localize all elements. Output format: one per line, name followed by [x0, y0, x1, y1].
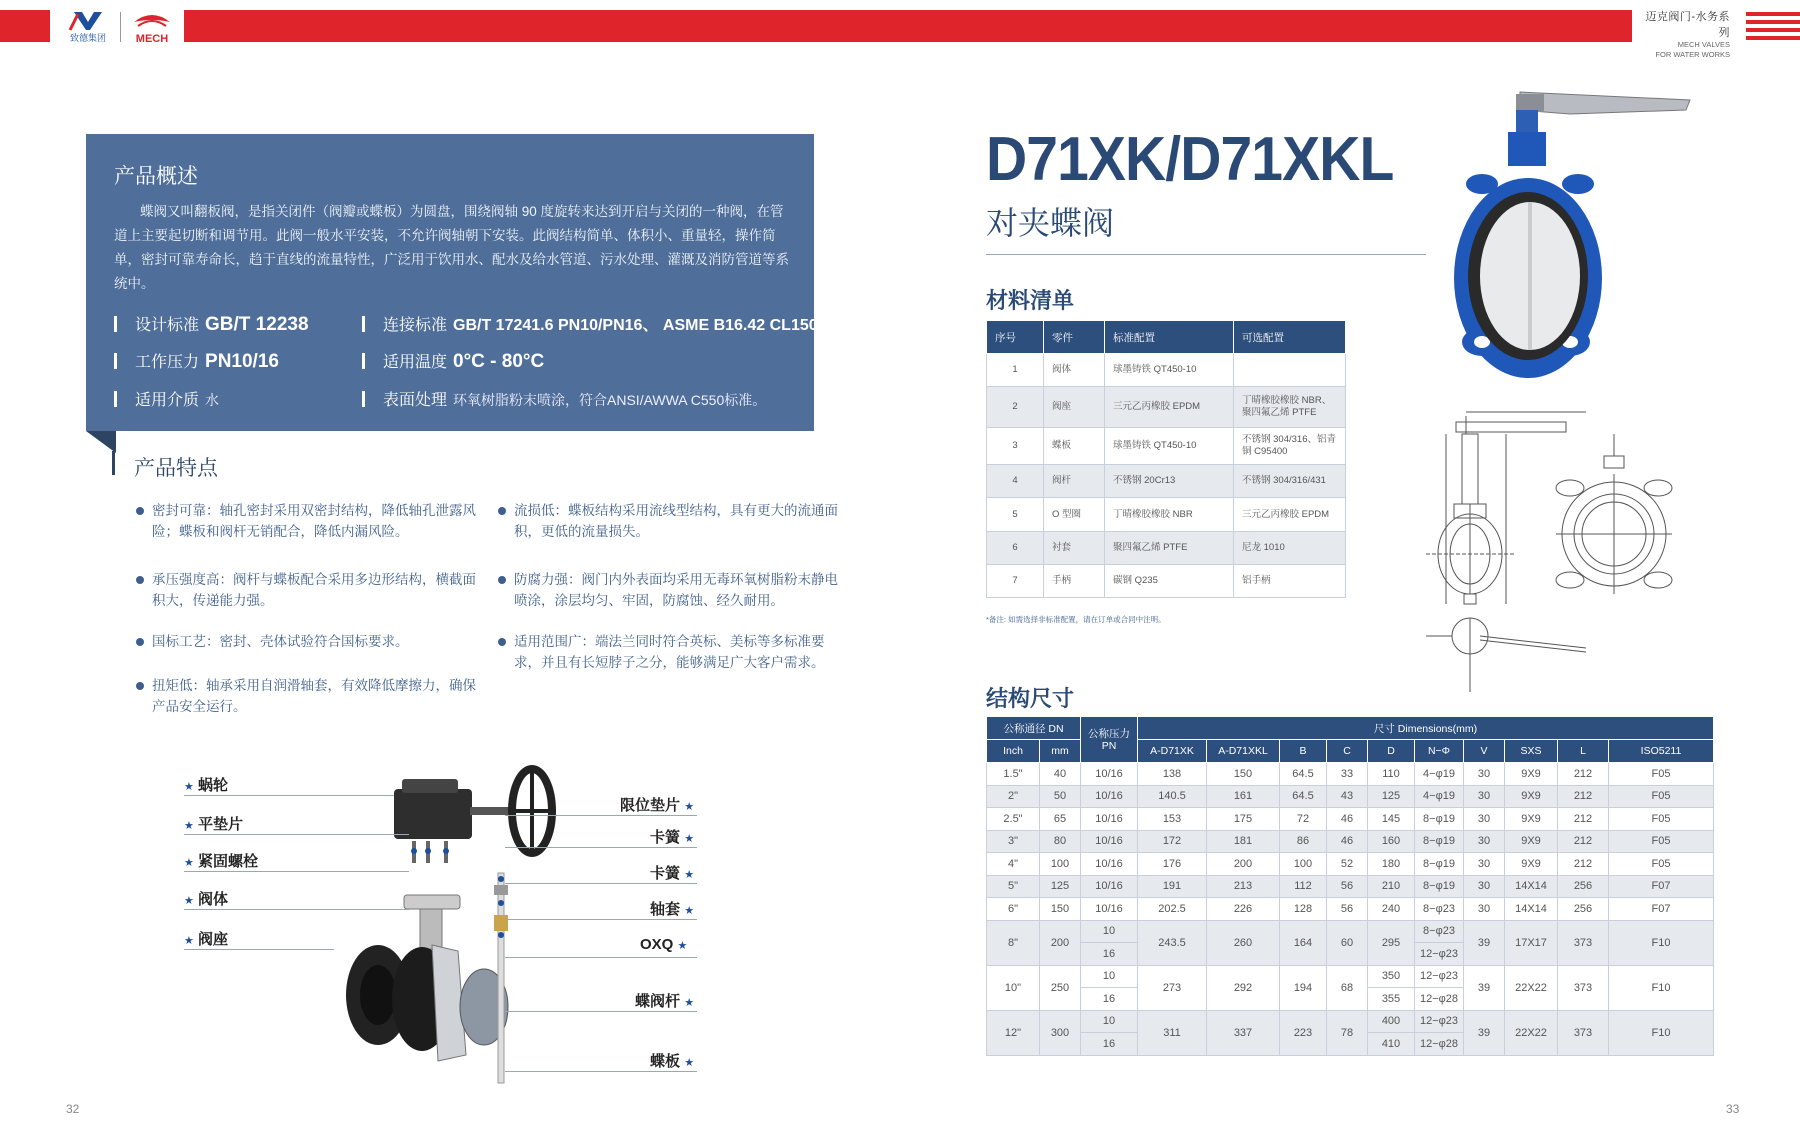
table-cell: 212: [1558, 853, 1609, 876]
table-cell: 30: [1464, 853, 1505, 876]
table-cell: 12−φ23: [1415, 943, 1464, 966]
table-cell: 176: [1138, 853, 1207, 876]
table-row: [987, 920, 1714, 943]
table-cell: 273: [1138, 965, 1207, 1010]
table-cell: 311: [1138, 1010, 1207, 1055]
table-cell: 256: [1558, 898, 1609, 921]
table-cell: 295: [1368, 920, 1415, 965]
feature-item: 流损低：蝶板结构采用流线型结构，具有更大的流通面积，更低的流量损失。: [514, 500, 844, 542]
spec-surface-treatment: 表面处理 环氧树脂粉末喷涂，符合ANSI/AWWA C550标准。: [362, 387, 766, 410]
dimensions-header-cell: D: [1368, 740, 1415, 763]
table-cell: 9X9: [1505, 853, 1558, 876]
table-cell: 10: [1081, 920, 1138, 943]
table-cell: 聚四氟乙烯 PTFE: [1105, 532, 1234, 565]
table-cell: 9X9: [1505, 785, 1558, 808]
dimensions-header-cell: B: [1280, 740, 1327, 763]
table-cell: 12−φ23: [1415, 1010, 1464, 1033]
table-row: [987, 387, 1346, 428]
table-cell: 10: [1081, 1010, 1138, 1033]
mech-logo: [126, 8, 178, 46]
table-cell: 8−φ23: [1415, 898, 1464, 921]
part-label-body: ★ 阀体: [184, 891, 229, 908]
table-cell: 150: [1040, 898, 1081, 921]
table-cell: 10/16: [1081, 875, 1138, 898]
table-cell: 2: [987, 387, 1044, 428]
table-cell: 17X17: [1505, 920, 1558, 965]
spec-medium: 适用介质 水: [114, 387, 219, 410]
table-cell: 200: [1040, 920, 1081, 965]
part-label-limit-washer: 限位垫片 ★: [620, 797, 695, 814]
table-cell: 100: [1040, 853, 1081, 876]
table-cell: 球墨铸铁 QT450-10: [1105, 428, 1234, 465]
spec-working-pressure: 工作压力 PN10/16: [114, 349, 279, 373]
part-leader-line: [184, 834, 409, 835]
dimensions-table: [986, 716, 1714, 1056]
table-cell: 212: [1558, 808, 1609, 831]
part-leader-line: [184, 795, 394, 796]
table-cell: 阀座: [1044, 387, 1105, 428]
table-cell: 40: [1040, 763, 1081, 786]
table-cell: F05: [1609, 853, 1714, 876]
part-label-stem: 蝶阀杆 ★: [635, 993, 695, 1010]
table-cell: 56: [1327, 898, 1368, 921]
table-cell: 140.5: [1138, 785, 1207, 808]
table-cell: 尼龙 1010: [1234, 532, 1346, 565]
table-cell: F10: [1609, 1010, 1714, 1055]
dimensions-body: [987, 763, 1714, 1056]
table-cell: 243.5: [1138, 920, 1207, 965]
table-cell: 39: [1464, 920, 1505, 965]
features-title: 产品特点: [134, 457, 218, 480]
dimensions-header-cell: A-D71XK: [1138, 740, 1207, 763]
dimensions-header-cell: L: [1558, 740, 1609, 763]
table-cell: 212: [1558, 785, 1609, 808]
table-cell: 138: [1138, 763, 1207, 786]
overview-box: [86, 134, 818, 431]
table-cell: 350: [1368, 965, 1415, 988]
table-cell: 30: [1464, 875, 1505, 898]
dimensions-header-row: [987, 717, 1714, 740]
materials-header-cell: 零件: [1044, 321, 1105, 354]
table-cell: 不锈钢 304/316、铝青铜 C95400: [1234, 428, 1346, 465]
part-label-flat-washer: ★ 平垫片: [184, 816, 244, 833]
table-cell: 50: [1040, 785, 1081, 808]
table-cell: 373: [1558, 920, 1609, 965]
materials-header-cell: 可选配置: [1234, 321, 1346, 354]
table-cell: 10/16: [1081, 808, 1138, 831]
table-cell: 1: [987, 354, 1044, 387]
spec-temperature: 适用温度 0°C - 80°C: [362, 349, 544, 373]
table-cell: 256: [1558, 875, 1609, 898]
part-leader-line: [184, 871, 409, 872]
table-row: [987, 785, 1714, 808]
table-cell: 10": [987, 965, 1040, 1010]
table-cell: 200: [1207, 853, 1280, 876]
spec-design-standard: 设计标准 GB/T 12238: [114, 312, 309, 336]
table-cell: 128: [1280, 898, 1327, 921]
table-cell: 8−φ19: [1415, 808, 1464, 831]
table-cell: F10: [1609, 920, 1714, 965]
table-cell: 30: [1464, 898, 1505, 921]
table-cell: 10/16: [1081, 830, 1138, 853]
table-cell: 191: [1138, 875, 1207, 898]
table-cell: 240: [1368, 898, 1415, 921]
part-label-bolt: ★ 紧固螺栓: [184, 853, 259, 870]
feature-item: 适用范围广：端法兰同时符合英标、美标等多标准要求，并且有长短脖子之分，能够满足广大客户需求。: [514, 631, 844, 673]
table-cell: 125: [1040, 875, 1081, 898]
table-cell: 6: [987, 532, 1044, 565]
table-cell: F05: [1609, 808, 1714, 831]
materials-header-cell: 序号: [987, 321, 1044, 354]
table-cell: 150: [1207, 763, 1280, 786]
title-rule: [986, 254, 1426, 255]
brand-series-cn: 迈克阀门-水务系列: [1645, 11, 1730, 39]
table-cell: 9X9: [1505, 808, 1558, 831]
table-row: [987, 1010, 1714, 1033]
table-cell: 10: [1081, 965, 1138, 988]
table-cell: 8": [987, 920, 1040, 965]
table-cell: 86: [1280, 830, 1327, 853]
table-cell: 10/16: [1081, 763, 1138, 786]
table-cell: 164: [1280, 920, 1327, 965]
table-cell: 46: [1327, 830, 1368, 853]
table-cell: 112: [1280, 875, 1327, 898]
feature-item: 密封可靠：轴孔密封采用双密封结构，降低轴孔泄露风险；蝶板和阀杆无销配合，降低内漏风险。: [152, 500, 482, 542]
table-row: [987, 808, 1714, 831]
table-cell: 212: [1558, 763, 1609, 786]
table-cell: 373: [1558, 1010, 1609, 1055]
table-cell: 5": [987, 875, 1040, 898]
dimensions-header-cell: 公称压力 PN: [1081, 717, 1138, 763]
table-cell: 213: [1207, 875, 1280, 898]
table-cell: 9X9: [1505, 763, 1558, 786]
table-cell: 30: [1464, 808, 1505, 831]
table-cell: 250: [1040, 965, 1081, 1010]
mech-logo-icon: [126, 8, 178, 46]
dimensions-header-cell: 公称通径 DN: [987, 717, 1081, 740]
table-row: [987, 532, 1346, 565]
dimensions-header-cell: Inch: [987, 740, 1040, 763]
part-leader-line: [184, 909, 409, 910]
product-name: 对夹蝶阀: [986, 205, 1115, 241]
table-cell: 223: [1280, 1010, 1327, 1055]
table-cell: 212: [1558, 830, 1609, 853]
feature-item: 防腐力强：阀门内外表面均采用无毒环氧树脂粉末静电喷涂，涂层均匀、牢固，防腐蚀、经久耐用。: [514, 569, 844, 611]
table-cell: 阀杆: [1044, 465, 1105, 498]
table-cell: 172: [1138, 830, 1207, 853]
dimensions-header-cell: C: [1327, 740, 1368, 763]
table-cell: 球墨铸铁 QT450-10: [1105, 354, 1234, 387]
table-cell: 125: [1368, 785, 1415, 808]
table-row: [987, 898, 1714, 921]
table-cell: 铝手柄: [1234, 565, 1346, 598]
table-cell: 6": [987, 898, 1040, 921]
table-cell: 5: [987, 498, 1044, 532]
table-cell: 56: [1327, 875, 1368, 898]
part-leader-line: [505, 919, 697, 920]
svg-text:MECH: MECH: [135, 33, 169, 45]
table-cell: 72: [1280, 808, 1327, 831]
dimensions-header-cell: 尺寸 Dimensions(mm): [1138, 717, 1714, 740]
table-cell: 4: [987, 465, 1044, 498]
table-cell: 手柄: [1044, 565, 1105, 598]
brand-series: [1638, 8, 1730, 60]
table-cell: 78: [1327, 1010, 1368, 1055]
table-cell: 8−φ19: [1415, 830, 1464, 853]
table-cell: 410: [1368, 1033, 1415, 1056]
table-cell: 4−φ19: [1415, 785, 1464, 808]
exploded-valve-illustration: [320, 755, 580, 1085]
logo-divider: [120, 12, 121, 42]
page-number-right: 33: [1726, 1102, 1740, 1116]
dimensions-header-cell: A-D71XKL: [1207, 740, 1280, 763]
part-leader-line: [505, 1071, 697, 1072]
table-cell: 30: [1464, 830, 1505, 853]
table-cell: 292: [1207, 965, 1280, 1010]
table-cell: 145: [1368, 808, 1415, 831]
table-cell: 16: [1081, 1033, 1138, 1056]
table-cell: 2.5": [987, 808, 1040, 831]
table-cell: 60: [1327, 920, 1368, 965]
table-cell: 衬套: [1044, 532, 1105, 565]
part-leader-line: [505, 815, 697, 816]
table-cell: 100: [1280, 853, 1327, 876]
table-cell: 180: [1368, 853, 1415, 876]
table-cell: 52: [1327, 853, 1368, 876]
dimensions-header-cell: N−Φ: [1415, 740, 1464, 763]
table-cell: 2": [987, 785, 1040, 808]
table-row: [987, 354, 1346, 387]
table-cell: 10/16: [1081, 853, 1138, 876]
product-code: D71XK/D71XKL: [986, 125, 1394, 194]
table-cell: 12−φ28: [1415, 988, 1464, 1011]
table-cell: 3: [987, 428, 1044, 465]
table-row: [987, 830, 1714, 853]
table-cell: 16: [1081, 988, 1138, 1011]
table-cell: 33: [1327, 763, 1368, 786]
table-cell: 210: [1368, 875, 1415, 898]
brand-series-en1: MECH VALVES: [1677, 40, 1730, 49]
table-cell: 153: [1138, 808, 1207, 831]
table-cell: 80: [1040, 830, 1081, 853]
table-cell: 9X9: [1505, 830, 1558, 853]
table-cell: 14X14: [1505, 875, 1558, 898]
table-cell: 43: [1327, 785, 1368, 808]
table-cell: 4": [987, 853, 1040, 876]
table-row: [987, 465, 1346, 498]
table-cell: 丁晴橡胶橡胶 NBR、聚四氟乙烯 PTFE: [1234, 387, 1346, 428]
table-cell: 8−φ19: [1415, 853, 1464, 876]
table-cell: 260: [1207, 920, 1280, 965]
feature-item: 扭矩低：轴承采用自润滑轴套，有效降低摩擦力，确保产品安全运行。: [152, 675, 482, 717]
table-cell: 300: [1040, 1010, 1081, 1055]
table-row: [987, 965, 1714, 988]
part-leader-line: [505, 847, 697, 848]
table-cell: F07: [1609, 898, 1714, 921]
feature-item: 国标工艺：密封、壳体试验符合国标要求。: [152, 631, 482, 652]
table-cell: 22X22: [1505, 965, 1558, 1010]
table-cell: 三元乙丙橡胶 EPDM: [1234, 498, 1346, 532]
table-cell: 202.5: [1138, 898, 1207, 921]
table-cell: 8−φ19: [1415, 875, 1464, 898]
table-row: [987, 875, 1714, 898]
table-row: [987, 498, 1346, 532]
table-cell: 8−φ23: [1415, 920, 1464, 943]
table-cell: 110: [1368, 763, 1415, 786]
meide-logo-icon: [60, 8, 116, 46]
table-cell: 不锈钢 20Cr13: [1105, 465, 1234, 498]
table-cell: F05: [1609, 763, 1714, 786]
features-title-bar: [112, 451, 115, 475]
table-cell: 12−φ23: [1415, 965, 1464, 988]
overview-text: 蝶阀又叫翻板阀，是指关闭件（阀瓣或蝶板）为圆盘，围绕阀轴 90 度旋转来达到开启与关闭的一种阀，在管道上主要起切断和调节用。此阀一般水平安装，不允许阀轴朝下安装。此阀结构简单、体积小、重量轻，操作简单，密封可靠寿命长，趋于直线的流量特性，广泛用于饮用水、配水及给水管道、污水处理、灌溉及消防管道等系统中。: [114, 204, 789, 291]
materials-title: 材料清单: [986, 288, 1075, 313]
dimensions-title: 结构尺寸: [986, 686, 1075, 711]
table-cell: 7: [987, 565, 1044, 598]
table-cell: 355: [1368, 988, 1415, 1011]
materials-header-row: [987, 321, 1346, 354]
table-cell: 39: [1464, 1010, 1505, 1055]
header-red-bar-left: [0, 10, 50, 42]
table-cell: 400: [1368, 1010, 1415, 1033]
table-row: [987, 763, 1714, 786]
table-cell: [1234, 354, 1346, 387]
table-row: [987, 565, 1346, 598]
dimensions-header-cell: V: [1464, 740, 1505, 763]
table-cell: 65: [1040, 808, 1081, 831]
part-leader-line: [184, 949, 334, 950]
header-red-bar: [184, 10, 1632, 42]
table-cell: 64.5: [1280, 785, 1327, 808]
feature-item: 承压强度高：阀杆与蝶板配合采用多边形结构，横截面积大，传递能力强。: [152, 569, 482, 611]
part-leader-line: [505, 957, 697, 958]
part-label-seat: ★ 阀座: [184, 931, 229, 948]
part-leader-line: [505, 883, 697, 884]
part-label-disc: 蝶板 ★: [650, 1053, 695, 1070]
table-cell: 三元乙丙橡胶 EPDM: [1105, 387, 1234, 428]
materials-note: *备注: 如需选择非标准配置，请在订单或合同中注明。: [986, 615, 1166, 624]
table-cell: F10: [1609, 965, 1714, 1010]
part-label-bushing: 轴套 ★: [650, 901, 695, 918]
brand-series-en2: FOR WATER WORKS: [1655, 50, 1730, 59]
table-cell: 10/16: [1081, 898, 1138, 921]
table-cell: 12": [987, 1010, 1040, 1055]
page-number-left: 32: [66, 1102, 80, 1116]
overview-box-tail: [86, 431, 116, 453]
part-label-circlip: 卡簧 ★: [650, 865, 695, 882]
dimensions-header-cell: SXS: [1505, 740, 1558, 763]
table-cell: 181: [1207, 830, 1280, 853]
table-cell: 1.5": [987, 763, 1040, 786]
product-photo: [1450, 80, 1710, 380]
table-cell: 194: [1280, 965, 1327, 1010]
table-cell: 337: [1207, 1010, 1280, 1055]
part-label-circlip: 卡簧 ★: [650, 829, 695, 846]
table-cell: F05: [1609, 830, 1714, 853]
table-cell: F05: [1609, 785, 1714, 808]
table-cell: 4−φ19: [1415, 763, 1464, 786]
table-cell: 16: [1081, 943, 1138, 966]
dimensions-header-cell: mm: [1040, 740, 1081, 763]
table-cell: 10/16: [1081, 785, 1138, 808]
table-cell: F07: [1609, 875, 1714, 898]
table-cell: 22X22: [1505, 1010, 1558, 1055]
part-label-worm-gear: ★ 蜗轮: [184, 777, 229, 794]
table-cell: O 型圈: [1044, 498, 1105, 532]
table-cell: 373: [1558, 965, 1609, 1010]
technical-drawing: [1426, 404, 1726, 694]
table-row: [987, 428, 1346, 465]
table-cell: 160: [1368, 830, 1415, 853]
table-cell: 64.5: [1280, 763, 1327, 786]
table-cell: 3": [987, 830, 1040, 853]
meide-logo: [60, 8, 116, 46]
spec-connection-standard: 连接标准 GB/T 17241.6 PN10/PN16、 ASME B16.42 CL150: [362, 312, 818, 335]
table-cell: 68: [1327, 965, 1368, 1010]
part-label-oxq: OXQ ★: [640, 936, 688, 953]
table-row: [987, 853, 1714, 876]
svg-text:致德集团: 致德集团: [69, 34, 107, 44]
header-stripes: [1746, 12, 1800, 42]
table-cell: 12−φ28: [1415, 1033, 1464, 1056]
table-cell: 226: [1207, 898, 1280, 921]
table-cell: 蝶板: [1044, 428, 1105, 465]
table-cell: 39: [1464, 965, 1505, 1010]
materials-table: [986, 320, 1346, 598]
table-cell: 46: [1327, 808, 1368, 831]
table-cell: 175: [1207, 808, 1280, 831]
table-cell: 30: [1464, 785, 1505, 808]
part-leader-line: [505, 1011, 697, 1012]
dimensions-header-cell: ISO5211: [1609, 740, 1714, 763]
overview-title: 产品概述: [114, 165, 198, 188]
table-cell: 阀体: [1044, 354, 1105, 387]
table-cell: 161: [1207, 785, 1280, 808]
materials-header-cell: 标准配置: [1105, 321, 1234, 354]
table-cell: 30: [1464, 763, 1505, 786]
table-cell: 碳钢 Q235: [1105, 565, 1234, 598]
table-cell: 不锈钢 304/316/431: [1234, 465, 1346, 498]
table-cell: 丁晴橡胶橡胶 NBR: [1105, 498, 1234, 532]
table-cell: 14X14: [1505, 898, 1558, 921]
